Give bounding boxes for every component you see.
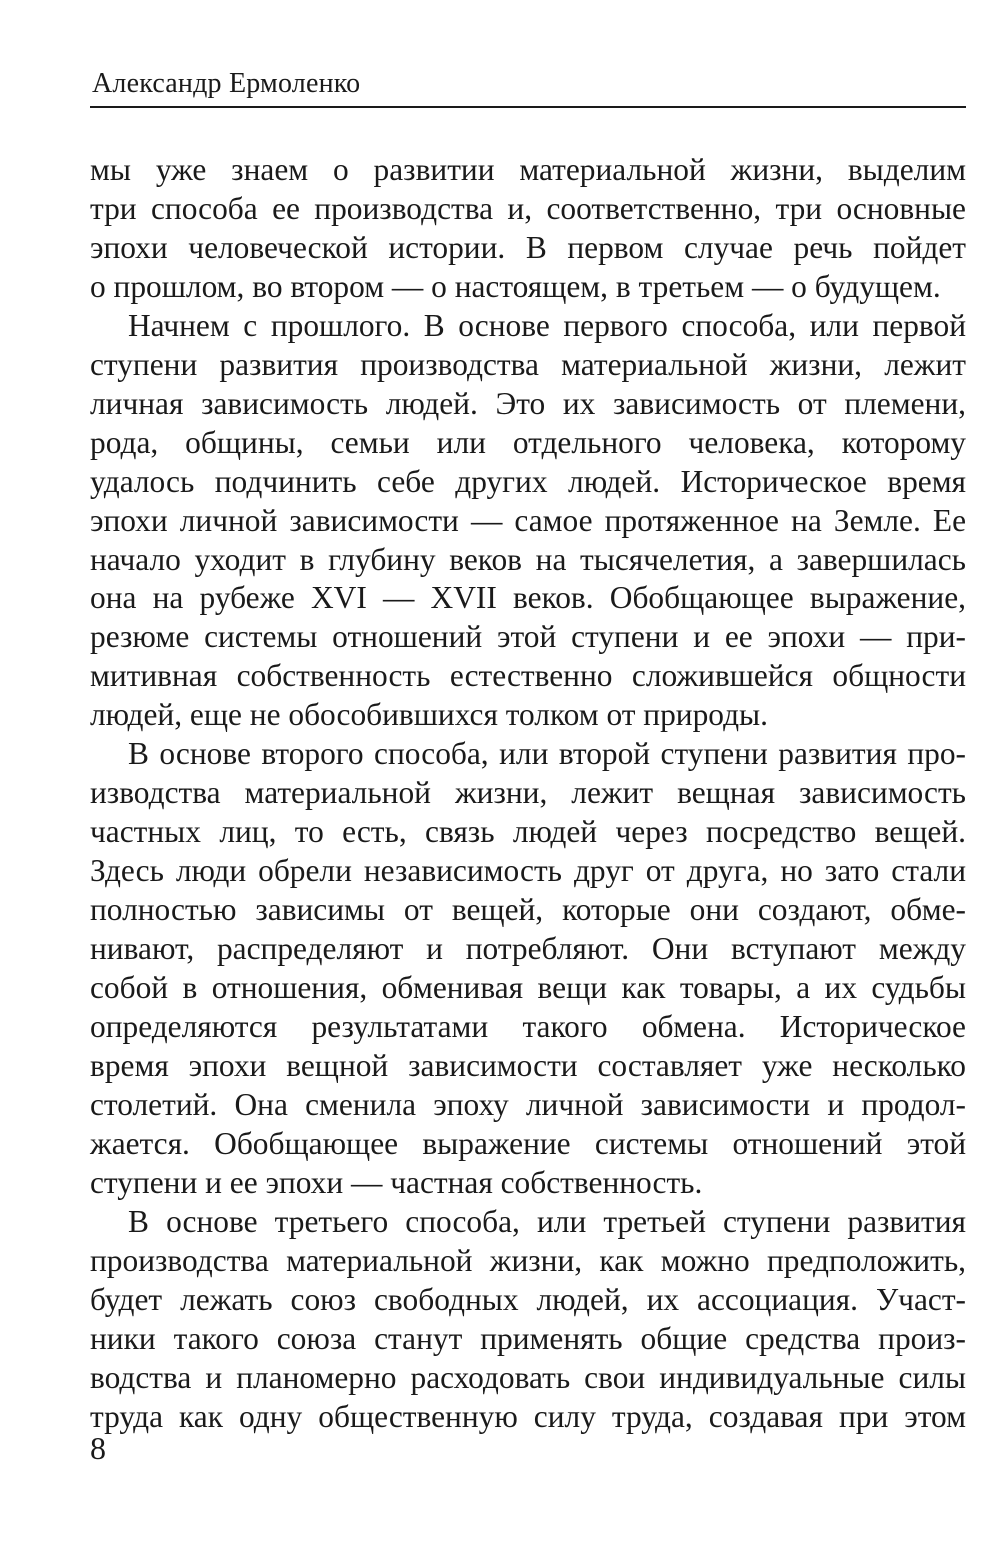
text-line: Здесь люди обрели независимость друг от друга, но зато стали bbox=[90, 853, 966, 889]
text-line: эпохи человеческой истории. В первом случае речь пойдет bbox=[90, 229, 966, 265]
header-rule bbox=[90, 106, 966, 108]
text-line: мы уже знаем о развитии материальной жизни, выделим bbox=[90, 152, 966, 187]
text-line: эпохи личной зависимости — самое протяженное на Земле. Ее bbox=[90, 502, 966, 538]
text-line: резюме системы отношений этой ступени и ее эпохи — при- bbox=[90, 619, 966, 655]
running-head: Александр Ермоленко bbox=[92, 68, 361, 99]
text-line: ступени и ее эпохи — частная собственность. bbox=[90, 1164, 703, 1200]
text-line: труда как одну общественную силу труда, создавая при этом bbox=[90, 1398, 966, 1434]
text-line: о прошлом, во втором — о настоящем, в третьем — о будущем. bbox=[90, 268, 941, 304]
text-line: частных лиц, то есть, связь людей через посредство вещей. bbox=[90, 814, 966, 850]
text-line: определяются результатами такого обмена. Историческое bbox=[90, 1008, 966, 1044]
text-line: жается. Обобщающее выражение системы отношений этой bbox=[90, 1125, 966, 1161]
text-line: она на рубеже XVI — XVII веков. Обобщающее выражение, bbox=[90, 580, 966, 616]
text-line: рода, общины, семьи или отдельного человека, которому bbox=[90, 424, 966, 460]
text-line: начало уходит в глубину веков на тысячелетия, а завершилась bbox=[90, 541, 966, 577]
text-line: собой в отношения, обменивая вещи как товары, а их судьбы bbox=[90, 970, 966, 1006]
text-line: людей, еще не обособившихся толком от природы. bbox=[90, 697, 768, 733]
page-number: 8 bbox=[90, 1430, 106, 1466]
text-line: будет лежать союз свободных людей, их ассоциация. Участ- bbox=[90, 1281, 966, 1317]
body-text bbox=[90, 151, 966, 1436]
text-line: удалось подчинить себе других людей. Историческое время bbox=[90, 463, 966, 499]
text-line: три способа ее производства и, соответственно, три основные bbox=[90, 190, 966, 226]
text-line: митивная собственность естественно сложившейся общности bbox=[90, 658, 966, 694]
text-line: производства материальной жизни, как можно предположить, bbox=[90, 1242, 966, 1278]
text-line: изводства материальной жизни, лежит вещная зависимость bbox=[90, 775, 966, 811]
text-line: личная зависимость людей. Это их зависимость от племени, bbox=[90, 385, 966, 421]
text-line: В основе третьего способа, или третьей ступени развития bbox=[128, 1203, 966, 1239]
text-line: полностью зависимы от вещей, которые они создают, обме- bbox=[90, 892, 966, 928]
text-line: Начнем с прошлого. В основе первого способа, или первой bbox=[128, 307, 966, 343]
text-line: нивают, распределяют и потребляют. Они вступают между bbox=[90, 931, 966, 967]
text-line: столетий. Она сменила эпоху личной зависимости и продол- bbox=[90, 1086, 966, 1122]
text-line: водства и планомерно расходовать свои индивидуальные силы bbox=[90, 1359, 966, 1395]
text-line: время эпохи вещной зависимости составляет уже несколько bbox=[90, 1047, 966, 1083]
text-line: В основе второго способа, или второй ступени развития про- bbox=[128, 736, 966, 772]
text-line: ступени развития производства материальной жизни, лежит bbox=[90, 346, 966, 382]
text-line: ники такого союза станут применять общие средства произ- bbox=[90, 1320, 966, 1356]
